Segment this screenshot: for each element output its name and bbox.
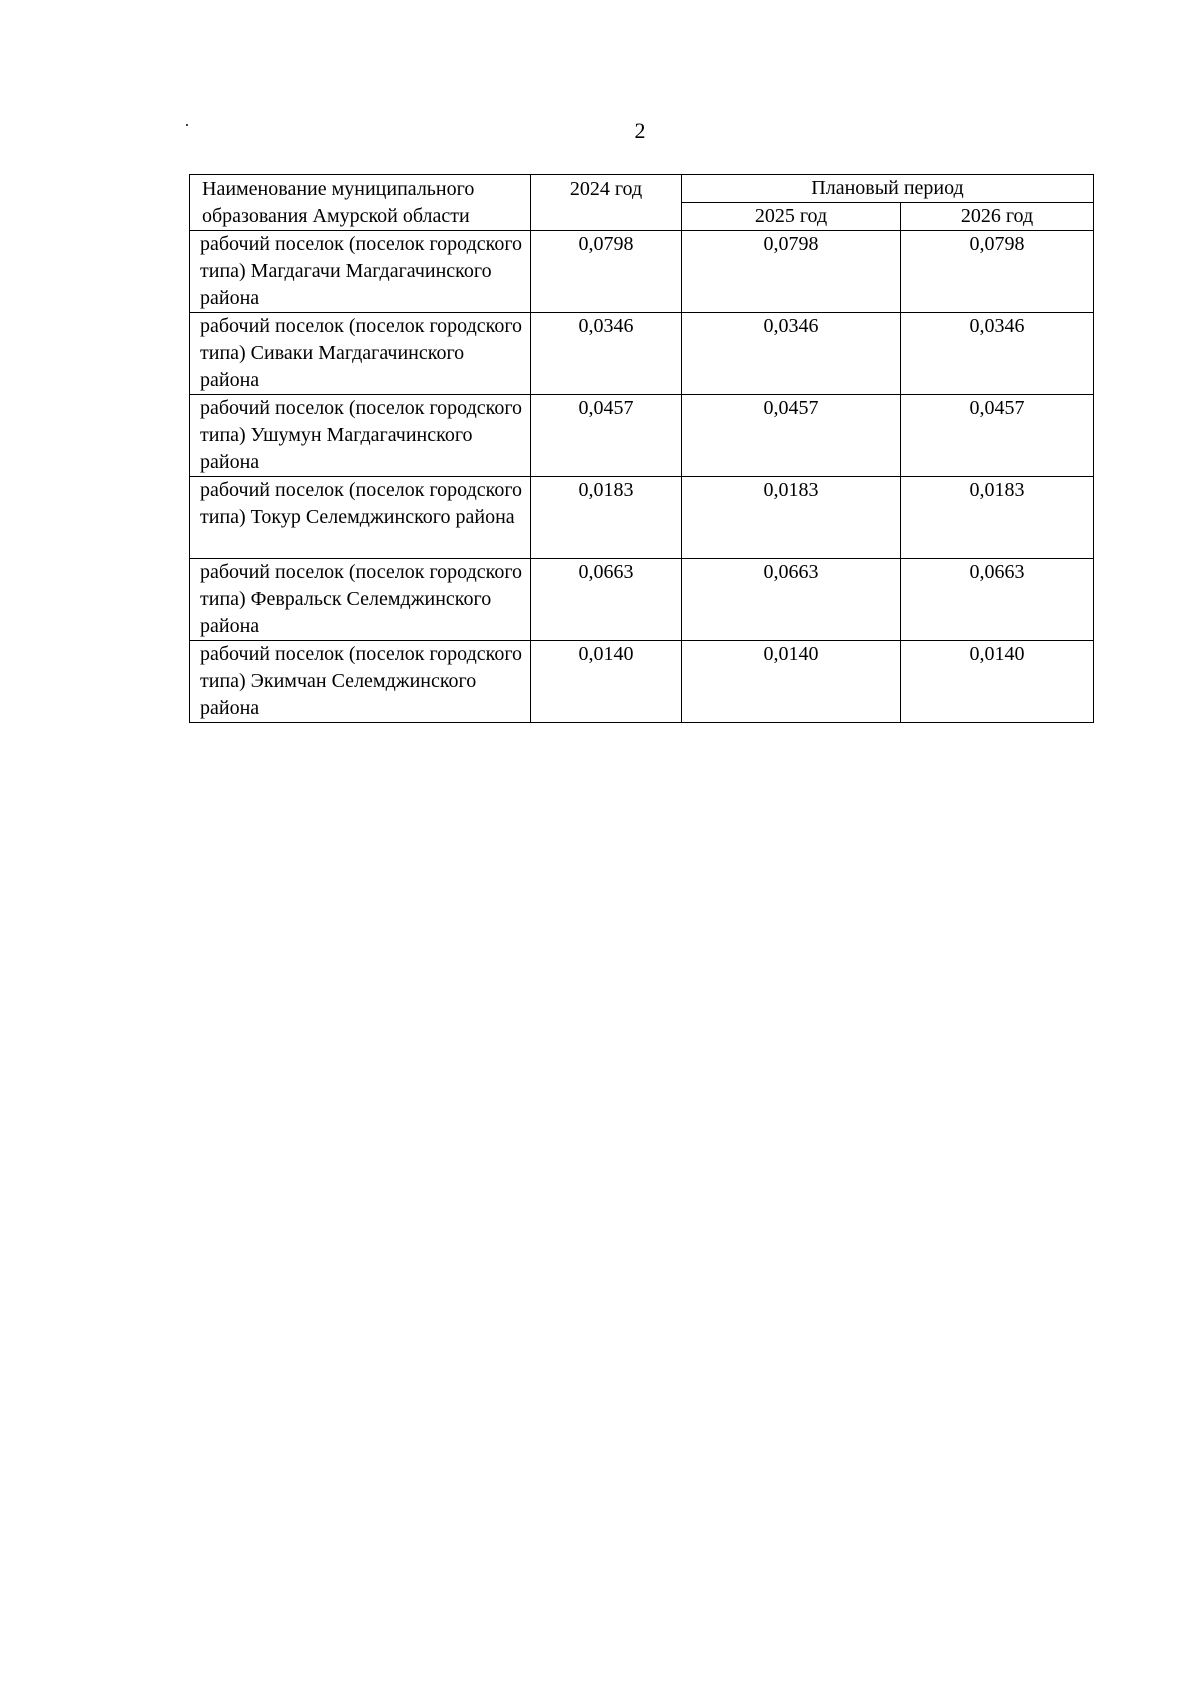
row-municipality-name: рабочий поселок (поселок городского типа) Токур Селемджинского района: [190, 477, 531, 559]
row-value-2025: 0,0457: [682, 395, 901, 477]
row-value-2025: 0,0663: [682, 559, 901, 641]
table-row: [190, 231, 1094, 313]
row-value-2025: 0,0798: [682, 231, 901, 313]
table-row: [190, 477, 1094, 559]
row-value-2026: 0,0798: [901, 231, 1094, 313]
row-value-2024: 0,0346: [531, 313, 682, 395]
row-value-2025: 0,0140: [682, 641, 901, 723]
table-row: [190, 641, 1094, 723]
row-value-2024: 0,0140: [531, 641, 682, 723]
row-value-2026: 0,0183: [901, 477, 1094, 559]
row-value-2025: 0,0183: [682, 477, 901, 559]
header-planned-period: Плановый период: [682, 175, 1094, 203]
header-municipality-name: Наименование муниципального образования Амурской области: [190, 175, 531, 231]
header-year-2024: 2024 год: [531, 175, 682, 231]
table-row: [190, 313, 1094, 395]
row-value-2024: 0,0663: [531, 559, 682, 641]
row-value-2024: 0,0798: [531, 231, 682, 313]
row-value-2026: 0,0457: [901, 395, 1094, 477]
scan-artifact-dot: [186, 124, 188, 126]
row-value-2025: 0,0346: [682, 313, 901, 395]
row-municipality-name: рабочий поселок (поселок городского типа) Сиваки Магдагачинского района: [190, 313, 531, 395]
row-municipality-name: рабочий поселок (поселок городского типа) Февральск Селемджинского района: [190, 559, 531, 641]
row-municipality-name: рабочий поселок (поселок городского типа) Экимчан Селемджинского района: [190, 641, 531, 723]
header-year-2025: 2025 год: [682, 203, 901, 231]
table-row: [190, 395, 1094, 477]
row-municipality-name: рабочий поселок (поселок городского типа) Ушумун Магдагачинского района: [190, 395, 531, 477]
row-value-2026: 0,0346: [901, 313, 1094, 395]
table-header-row: [190, 175, 1094, 203]
municipal-coefficients-table: [189, 174, 1094, 723]
row-value-2024: 0,0457: [531, 395, 682, 477]
row-value-2026: 0,0663: [901, 559, 1094, 641]
row-value-2026: 0,0140: [901, 641, 1094, 723]
row-value-2024: 0,0183: [531, 477, 682, 559]
header-year-2026: 2026 год: [901, 203, 1094, 231]
page-number: 2: [634, 118, 646, 143]
table-row: [190, 559, 1094, 641]
row-municipality-name: рабочий поселок (поселок городского типа) Магдагачи Магдагачинского района: [190, 231, 531, 313]
